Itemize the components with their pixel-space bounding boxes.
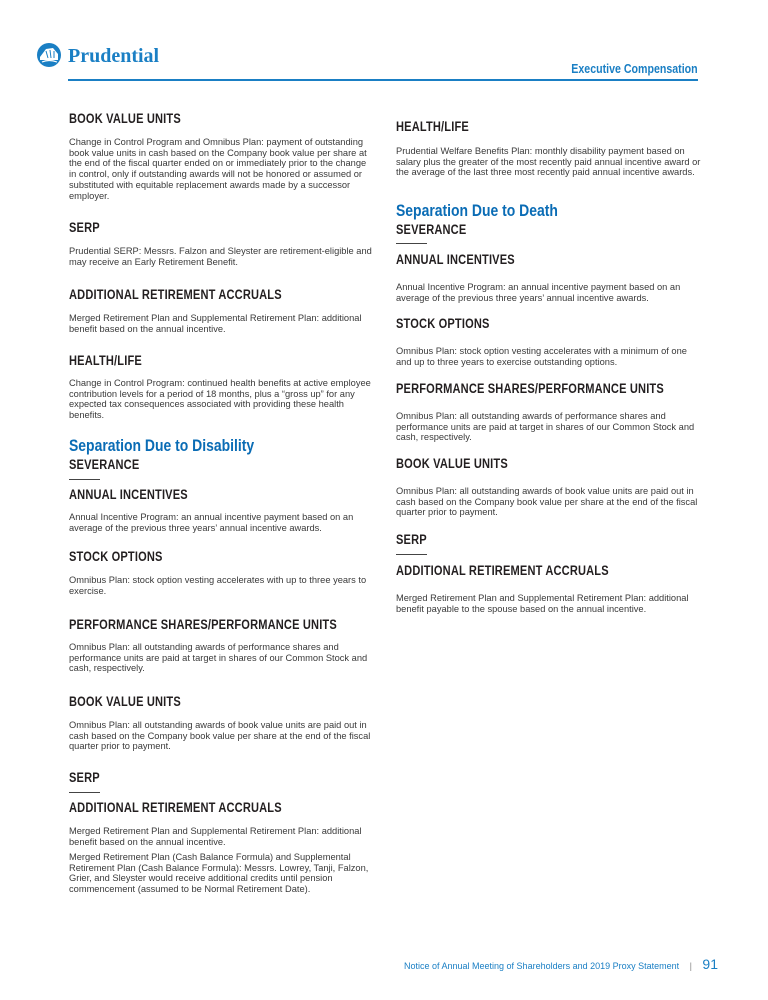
paragraph: Merged Retirement Plan and Supplemental Retirement Plan: additional benefit based on the annual incentive. [69, 313, 362, 334]
section-heading-death: Separation Due to Death [396, 201, 558, 220]
section-heading-disability: Separation Due to Disability [69, 436, 255, 455]
heading-performance-shares: PERFORMANCE SHARES/PERFORMANCE UNITS [69, 617, 337, 632]
heading-serp: SERP [69, 770, 100, 785]
paragraph: Change in Control Program: continued health benefits at active employee contribution levels for a period of 18 months, plus a “gross up” for any expected tax consequences associated with providing these health benefits. [69, 378, 371, 421]
brand-name: Prudential [68, 45, 160, 67]
heading-book-value-units: BOOK VALUE UNITS [69, 694, 181, 709]
heading-annual-incentives: ANNUAL INCENTIVES [69, 487, 188, 502]
divider [396, 554, 427, 555]
paragraph: Change in Control Program and Omnibus Plan: payment of outstanding book value units in cash based on the Company book value per share at the end of the fiscal quarter ended on or immediately prior to the change in control, only if outstanding awards will not be honored or assumed or substituted with equitable replacement awards made by a successor employer. [69, 137, 367, 201]
footer-text: Notice of Annual Meeting of Shareholders and 2019 Proxy Statement [403, 961, 680, 971]
heading-annual-incentives: ANNUAL INCENTIVES [396, 252, 515, 267]
footer-separator: | [689, 961, 692, 971]
paragraph: Merged Retirement Plan and Supplemental Retirement Plan: additional benefit based on the annual incentive. [69, 826, 362, 847]
paragraph: Omnibus Plan: stock option vesting accelerates with a minimum of one and up to three years to exercise outstanding options. [396, 346, 687, 367]
heading-severance: SEVERANCE [69, 457, 140, 472]
paragraph: Merged Retirement Plan (Cash Balance Formula) and Supplemental Retirement Plan (Cash Balance Formula): Messrs. Lowrey, Tanji, Falzon, Grier, and Sleyster would receive additional credits until pension commencement (assumed to be Normal Retirement Date). [69, 852, 369, 895]
rock-of-gibraltar-icon [36, 42, 62, 68]
paragraph: Omnibus Plan: all outstanding awards of performance shares and performance units are paid at target in shares of our Common Stock and cash, respectively. [396, 411, 695, 443]
paragraph: Prudential Welfare Benefits Plan: monthly disability payment based on salary plus the greater of the most recently paid annual incentive award or the average of the last three most recently paid annual incentive awards. [396, 146, 701, 178]
divider [69, 479, 100, 480]
section-title: Executive Compensation [571, 62, 698, 76]
paragraph: Omnibus Plan: all outstanding awards of performance shares and performance units are paid at target in shares of our Common Stock and cash, respectively. [69, 642, 368, 674]
paragraph: Annual Incentive Program: an annual incentive payment based on an average of the previous three years’ annual incentive awards. [396, 282, 681, 303]
paragraph: Merged Retirement Plan and Supplemental Retirement Plan: additional benefit payable to the spouse based on the annual incentive. [396, 593, 689, 614]
heading-additional-retirement-accruals: ADDITIONAL RETIREMENT ACCRUALS [69, 800, 282, 815]
heading-health-life: HEALTH/LIFE [396, 119, 469, 134]
footer [404, 956, 718, 974]
heading-stock-options: STOCK OPTIONS [69, 549, 163, 564]
paragraph: Omnibus Plan: all outstanding awards of book value units are paid out in cash based on the Company book value per share at the end of the fiscal quarter prior to payment. [396, 486, 698, 518]
heading-book-value-units: BOOK VALUE UNITS [69, 111, 181, 126]
paragraph: Omnibus Plan: all outstanding awards of book value units are paid out in cash based on the Company book value per share at the end of the fiscal quarter prior to payment. [69, 720, 371, 752]
paragraph: Prudential SERP: Messrs. Falzon and Sleyster are retirement-eligible and may receive an Early Retirement Benefit. [69, 246, 372, 267]
heading-severance: SEVERANCE [396, 222, 467, 237]
divider [69, 792, 100, 793]
heading-performance-shares: PERFORMANCE SHARES/PERFORMANCE UNITS [396, 381, 664, 396]
header-divider [68, 79, 698, 81]
heading-health-life: HEALTH/LIFE [69, 353, 142, 368]
page-number: 91 [702, 956, 718, 972]
heading-additional-retirement-accruals: ADDITIONAL RETIREMENT ACCRUALS [396, 563, 609, 578]
heading-serp: SERP [396, 532, 427, 547]
heading-stock-options: STOCK OPTIONS [396, 316, 490, 331]
heading-book-value-units: BOOK VALUE UNITS [396, 456, 508, 471]
paragraph: Annual Incentive Program: an annual incentive payment based on an average of the previous three years’ annual incentive awards. [69, 512, 354, 533]
paragraph: Omnibus Plan: stock option vesting accelerates with up to three years to exercise. [69, 575, 367, 596]
heading-serp: SERP [69, 220, 100, 235]
heading-additional-retirement-accruals: ADDITIONAL RETIREMENT ACCRUALS [69, 287, 282, 302]
divider [396, 243, 427, 244]
